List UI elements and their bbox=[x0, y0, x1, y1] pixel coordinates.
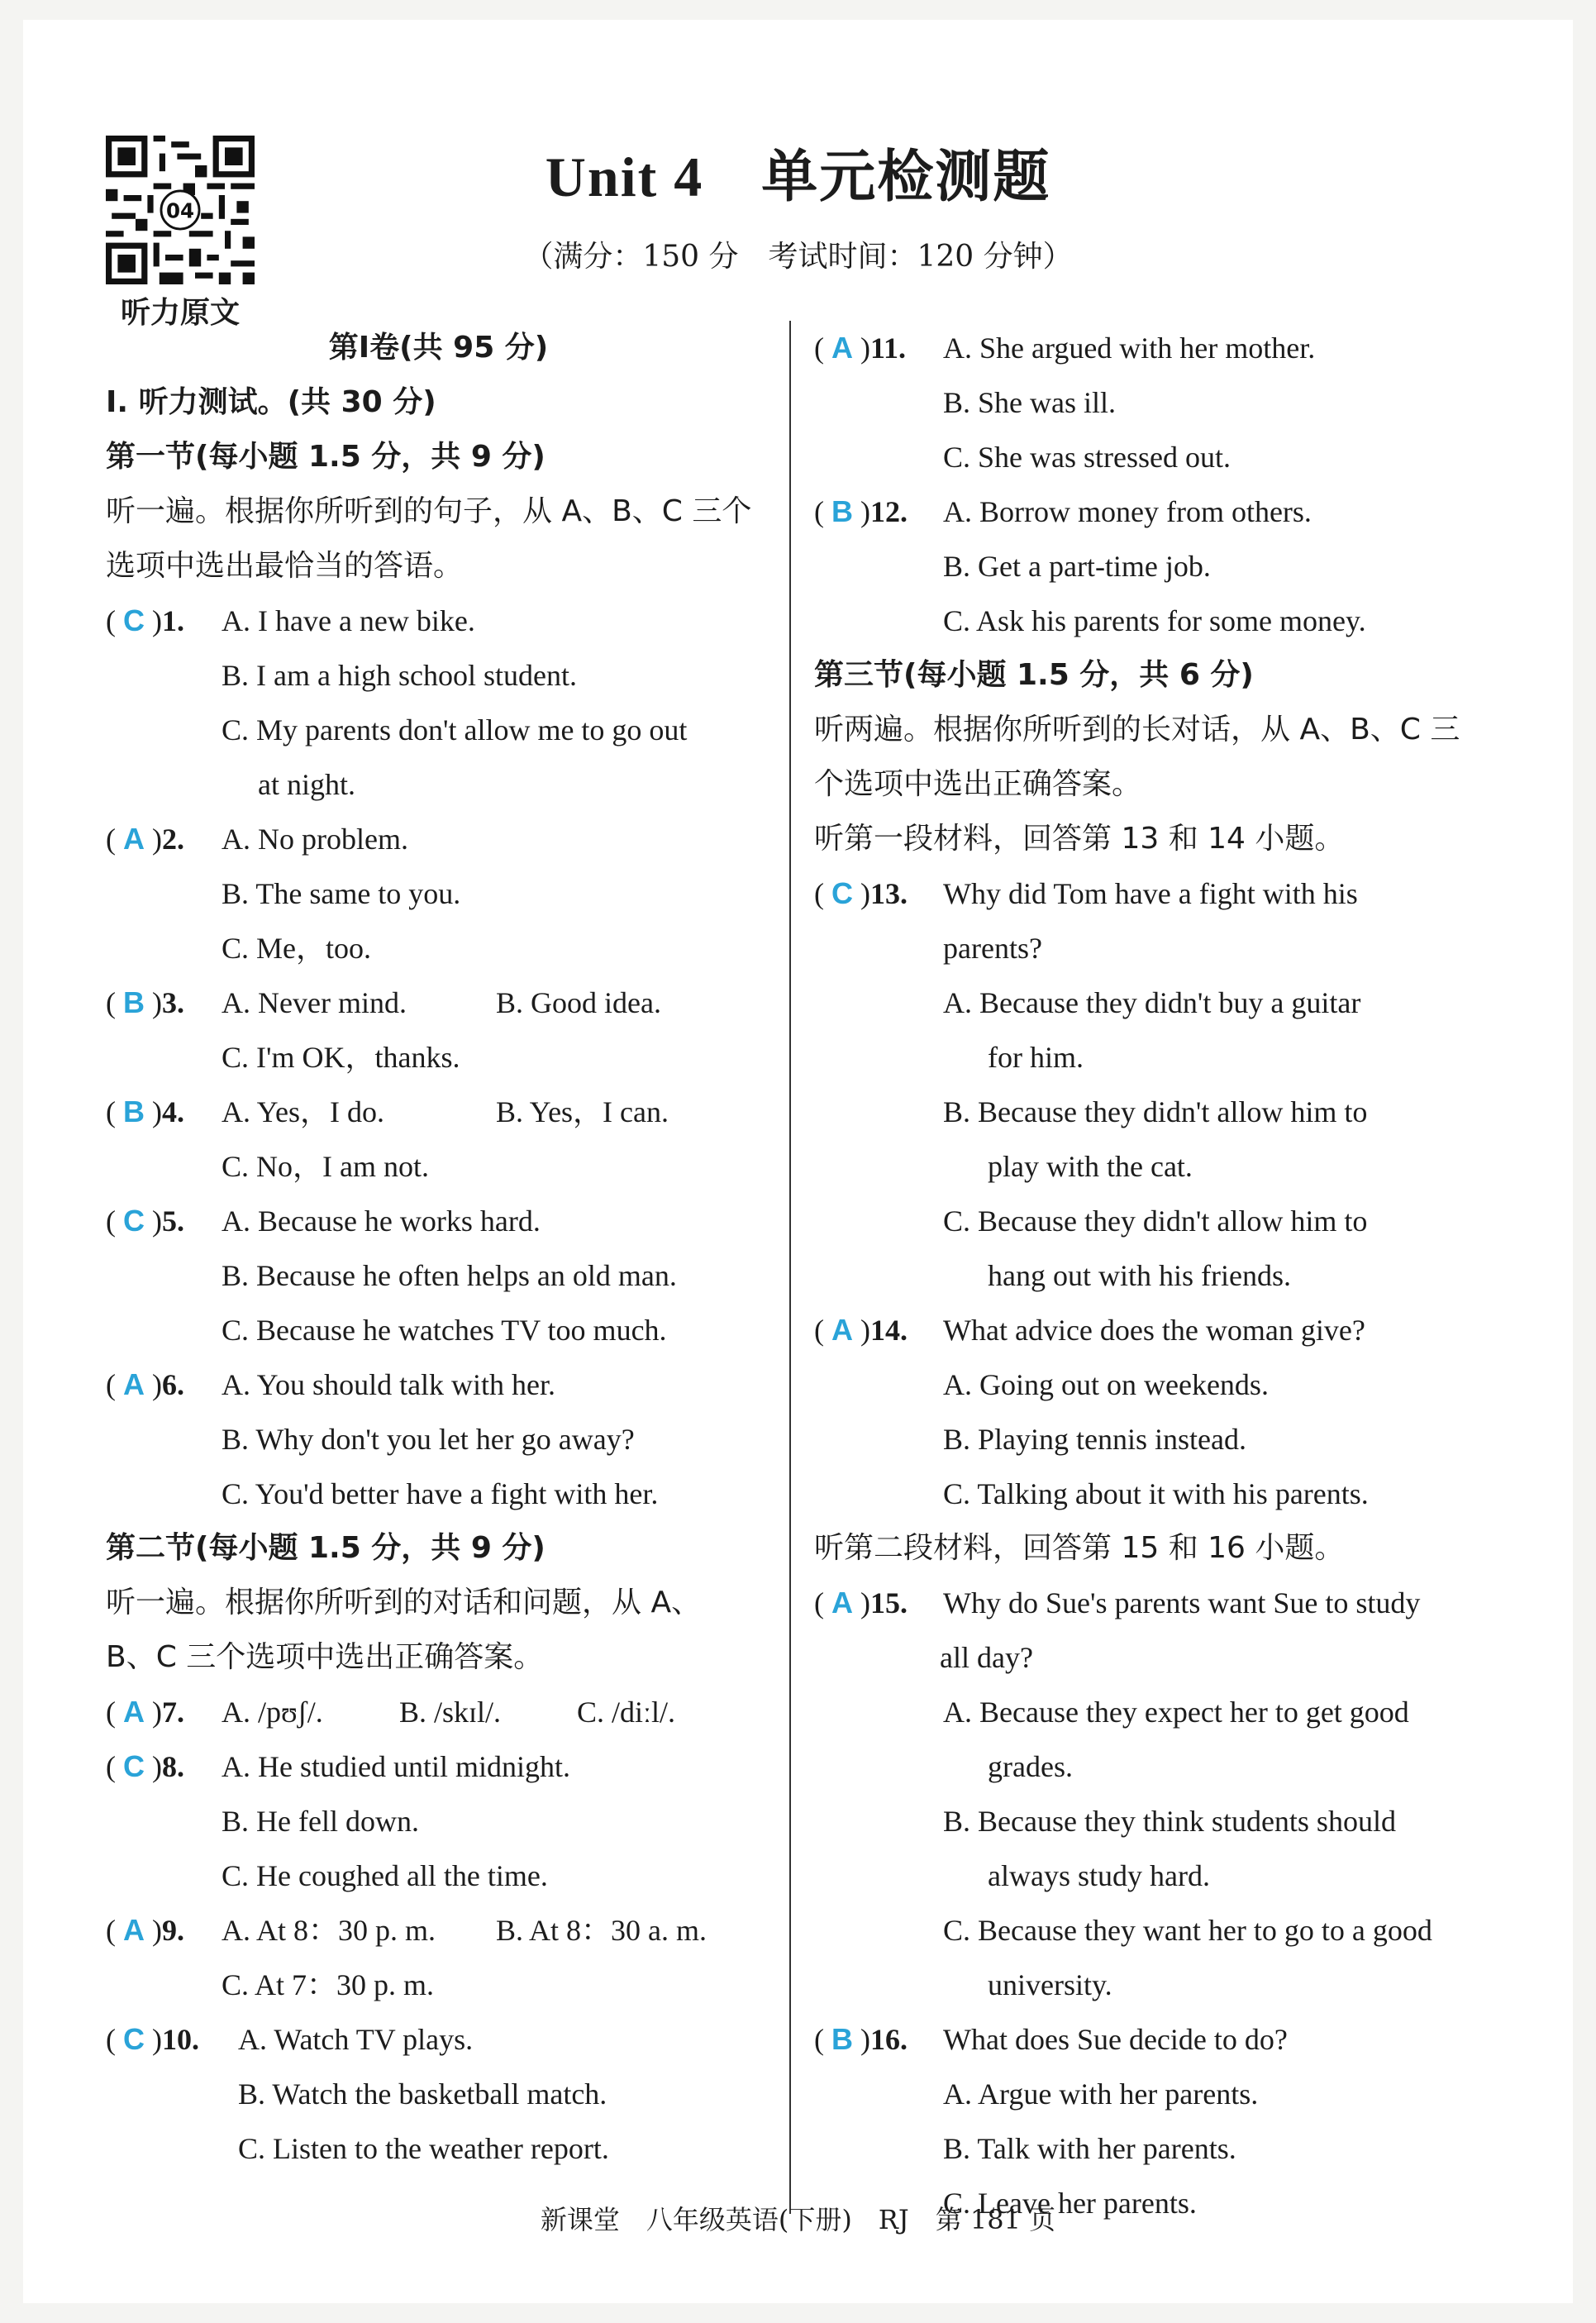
question-14: ( A )14. What advice does the woman give? bbox=[814, 1303, 1484, 1357]
option-c: C. Listen to the weather report. bbox=[238, 2132, 609, 2165]
question-number: 12. bbox=[870, 495, 908, 528]
option-a: A. He studied until midnight. bbox=[222, 1750, 570, 1783]
option-a: A. She argued with her mother. bbox=[943, 332, 1316, 365]
answer-mark: C bbox=[123, 603, 145, 637]
option-a-cont: grades. bbox=[988, 1750, 1073, 1783]
option-c: C. At 7：30 p. m. bbox=[222, 1968, 435, 2001]
subsection-2-title: 第二节(每小题 1.5 分，共 9 分) bbox=[106, 1531, 545, 1565]
option-b: B. At 8：30 a. m. bbox=[496, 1914, 707, 1947]
option-a: A. Never mind. bbox=[222, 986, 407, 1019]
option-b: B. Because they think students should bbox=[943, 1805, 1396, 1838]
answer-mark: B bbox=[123, 985, 145, 1019]
question-number: 14. bbox=[870, 1314, 908, 1347]
material-2-intro: 听第二段材料，回答第 15 和 16 小题。 bbox=[814, 1531, 1345, 1565]
instruction-line: 个选项中选出正确答案。 bbox=[814, 767, 1142, 801]
option-b: B. Playing tennis instead. bbox=[943, 1423, 1246, 1456]
option-c: C. /diːl/. bbox=[577, 1696, 676, 1729]
option-c: C. Because they want her to go to a good bbox=[943, 1914, 1432, 1947]
option-a-cont: for him. bbox=[988, 1041, 1084, 1074]
option-b: B. I am a high school student. bbox=[222, 659, 577, 692]
question-10: ( C )10. A. Watch TV plays. bbox=[106, 2012, 771, 2067]
question-number: 6. bbox=[162, 1368, 184, 1401]
qr-label: 听力原文 bbox=[120, 296, 240, 330]
answer-mark: A bbox=[831, 1586, 853, 1619]
option-a: A. I have a new bike. bbox=[222, 604, 475, 637]
answer-mark: A bbox=[123, 1367, 145, 1401]
question-number: 10. bbox=[162, 2023, 199, 2056]
answer-mark: C bbox=[123, 2022, 145, 2056]
option-a: A. Because they didn't buy a guitar bbox=[943, 986, 1361, 1019]
question-16: ( B )16. What does Sue decide to do? bbox=[814, 2012, 1484, 2067]
option-a: A. Because he works hard. bbox=[222, 1204, 541, 1238]
question-stem: Why did Tom have a fight with his bbox=[943, 877, 1358, 910]
question-number: 1. bbox=[162, 604, 184, 637]
answer-mark: C bbox=[123, 1204, 145, 1238]
page-title: Unit 4 单元检测题 bbox=[545, 145, 1051, 208]
question-number: 3. bbox=[162, 986, 184, 1019]
question-stem: What does Sue decide to do? bbox=[943, 2023, 1288, 2056]
option-b-cont: always study hard. bbox=[988, 1859, 1210, 1892]
option-c: C. Because he watches TV too much. bbox=[222, 1314, 667, 1347]
option-c: C. Talking about it with his parents. bbox=[943, 1477, 1369, 1510]
option-a: A. Borrow money from others. bbox=[943, 495, 1312, 528]
option-a: A. No problem. bbox=[222, 823, 408, 856]
option-b: B. /skɪl/. bbox=[399, 1696, 502, 1729]
question-number: 15. bbox=[870, 1586, 908, 1619]
option-c: C. Me，too. bbox=[222, 932, 372, 965]
question-stem-cont: parents? bbox=[943, 932, 1042, 965]
answer-mark: C bbox=[831, 876, 853, 910]
question-stem: What advice does the woman give? bbox=[943, 1314, 1365, 1347]
instruction-line: 听一遍。根据你所听到的句子，从 A、B、C 三个 bbox=[106, 494, 752, 528]
question-number: 2. bbox=[162, 823, 184, 856]
answer-mark: A bbox=[831, 1313, 853, 1347]
answer-mark: A bbox=[123, 822, 145, 856]
option-a: A. Because they expect her to get good bbox=[943, 1696, 1409, 1729]
option-a: A. You should talk with her. bbox=[222, 1368, 556, 1401]
option-c-cont: hang out with his friends. bbox=[988, 1259, 1291, 1292]
option-b: B. Yes，I can. bbox=[496, 1095, 669, 1128]
question-9: ( A )9. A. At 8：30 p. m. B. At 8：30 a. m. bbox=[106, 1903, 771, 1958]
question-5: ( C )5. A. Because he works hard. bbox=[106, 1194, 771, 1248]
option-a: A. At 8：30 p. m. bbox=[222, 1914, 436, 1947]
page-footer: 新课堂 八年级英语(下册) RJ 第 181 页 bbox=[540, 2204, 1056, 2235]
answer-mark: B bbox=[831, 494, 853, 528]
question-11: ( A )11. A. She argued with her mother. bbox=[814, 321, 1484, 375]
option-b: B. Why don't you let her go away? bbox=[222, 1423, 635, 1456]
option-b: B. The same to you. bbox=[222, 877, 461, 910]
section-title: Ⅰ. 听力测试。(共 30 分) bbox=[106, 385, 436, 419]
option-b: B. Because they didn't allow him to bbox=[943, 1095, 1368, 1128]
question-number: 7. bbox=[162, 1696, 184, 1729]
option-c: C. My parents don't allow me to go out bbox=[222, 713, 688, 747]
option-a: A. Going out on weekends. bbox=[943, 1368, 1269, 1401]
answer-mark: A bbox=[123, 1913, 145, 1947]
question-6: ( A )6. A. You should talk with her. bbox=[106, 1357, 771, 1412]
option-b: B. Get a part-time job. bbox=[943, 550, 1211, 583]
option-b: B. Talk with her parents. bbox=[943, 2132, 1236, 2165]
answer-mark: A bbox=[123, 1695, 145, 1729]
question-15: ( A )15. Why do Sue's parents want Sue to study bbox=[814, 1576, 1484, 1630]
question-8: ( C )8. A. He studied until midnight. bbox=[106, 1739, 771, 1794]
option-c: C. You'd better have a fight with her. bbox=[222, 1477, 659, 1510]
option-a: A. /pʊʃ/. bbox=[222, 1696, 323, 1729]
option-c: C. Because they didn't allow him to bbox=[943, 1204, 1368, 1238]
question-stem-cont: all day? bbox=[940, 1641, 1033, 1674]
subsection-1-title: 第一节(每小题 1.5 分，共 9 分) bbox=[106, 440, 545, 474]
question-1: ( C )1. A. I have a new bike. bbox=[106, 594, 771, 648]
option-b: B. Watch the basketball match. bbox=[238, 2077, 607, 2111]
option-c: C. She was stressed out. bbox=[943, 441, 1231, 474]
question-4: ( B )4. A. Yes，I do. B. Yes，I can. bbox=[106, 1085, 771, 1139]
option-c: C. I'm OK，thanks. bbox=[222, 1041, 460, 1074]
question-number: 16. bbox=[870, 2023, 908, 2056]
question-number: 11. bbox=[870, 332, 907, 365]
answer-mark: C bbox=[123, 1749, 145, 1783]
qr-badge-text: 04 bbox=[165, 198, 195, 223]
material-1-intro: 听第一段材料，回答第 13 和 14 小题。 bbox=[814, 822, 1345, 856]
question-number: 5. bbox=[162, 1204, 184, 1238]
right-column bbox=[814, 321, 1484, 2230]
part-title: 第Ⅰ卷(共 95 分) bbox=[328, 331, 549, 365]
option-b: B. She was ill. bbox=[943, 386, 1117, 419]
option-b: B. Good idea. bbox=[496, 986, 661, 1019]
answer-mark: B bbox=[831, 2022, 853, 2056]
option-c-cont: university. bbox=[988, 1968, 1112, 2001]
question-12: ( B )12. A. Borrow money from others. bbox=[814, 484, 1484, 539]
instruction-line: B、C 三个选项中选出正确答案。 bbox=[106, 1640, 544, 1674]
option-a: A. Yes，I do. bbox=[222, 1095, 385, 1128]
left-column bbox=[106, 321, 771, 2176]
question-number: 9. bbox=[162, 1914, 184, 1947]
instruction-line: 听两遍。根据你所听到的长对话，从 A、B、C 三 bbox=[814, 713, 1460, 747]
instruction-line: 选项中选出最恰当的答语。 bbox=[106, 549, 464, 583]
exam-info: （满分：150 分 考试时间：120 分钟） bbox=[523, 240, 1073, 274]
column-divider bbox=[789, 321, 791, 2214]
instruction-line: 听一遍。根据你所听到的对话和问题，从 A、 bbox=[106, 1586, 702, 1619]
option-b: B. Because he often helps an old man. bbox=[222, 1259, 677, 1292]
option-c: C. Leave her parents. bbox=[943, 2187, 1197, 2220]
option-c: C. Ask his parents for some money. bbox=[943, 604, 1366, 637]
question-13: ( C )13. Why did Tom have a fight with his bbox=[814, 866, 1484, 921]
option-b: B. He fell down. bbox=[222, 1805, 419, 1838]
question-number: 8. bbox=[162, 1750, 184, 1783]
question-7: ( A )7. A. /pʊʃ/. B. /skɪl/. C. /diːl/. bbox=[106, 1685, 771, 1739]
option-a: A. Argue with her parents. bbox=[943, 2077, 1259, 2111]
subsection-3-title: 第三节(每小题 1.5 分，共 6 分) bbox=[814, 658, 1254, 692]
option-a: A. Watch TV plays. bbox=[238, 2023, 474, 2056]
option-b-cont: play with the cat. bbox=[988, 1150, 1193, 1183]
question-stem: Why do Sue's parents want Sue to study bbox=[943, 1586, 1421, 1619]
question-number: 4. bbox=[162, 1095, 184, 1128]
question-3: ( B )3. A. Never mind. B. Good idea. bbox=[106, 975, 771, 1030]
question-number: 13. bbox=[870, 877, 908, 910]
question-2: ( A )2. A. No problem. bbox=[106, 812, 771, 866]
answer-mark: A bbox=[831, 331, 853, 365]
option-c: C. He coughed all the time. bbox=[222, 1859, 548, 1892]
answer-mark: B bbox=[123, 1095, 145, 1128]
option-c-cont: at night. bbox=[258, 768, 355, 801]
option-c: C. No，I am not. bbox=[222, 1150, 429, 1183]
